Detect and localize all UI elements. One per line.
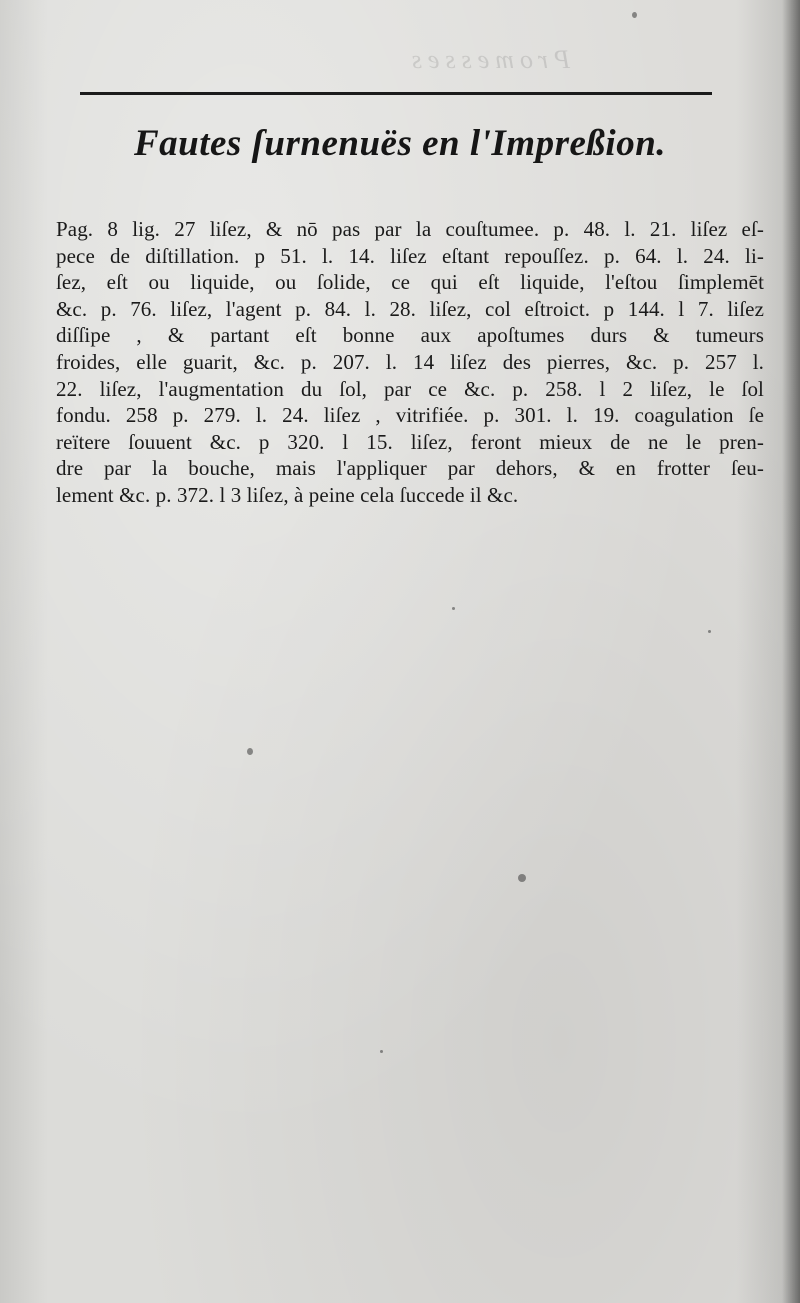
- errata-line: ſez, eſt ou liquide, ou ſolide, ce qui eſt liquide, l'eſtou ſimplemēt: [56, 270, 764, 295]
- paper-speck: [518, 874, 526, 882]
- paper-speck: [380, 1050, 383, 1053]
- paper-speck: [708, 630, 711, 633]
- errata-line: &c. p. 76. liſez, l'agent p. 84. l. 28. liſez, col eſtroict. p 144. l 7. liſez: [56, 296, 764, 321]
- header-rule: [80, 92, 712, 95]
- errata-line: diſſipe , & partant eſt bonne aux apoſtumes durs & tumeurs: [56, 323, 764, 348]
- errata-line: dre par la bouche, mais l'appliquer par dehors, & en frotter ſeu-: [56, 456, 764, 481]
- paper-speck: [452, 607, 455, 610]
- paper-speck: [632, 12, 637, 18]
- errata-line: Pag. 8 lig. 27 liſez, & nō pas par la couſtumee. p. 48. l. 21. liſez eſ-: [56, 217, 764, 241]
- errata-line: pece de diſtillation. p 51. l. 14. liſez eſtant repouſſez. p. 64. l. 24. li-: [56, 243, 764, 268]
- errata-line: froides, elle guarit, &c. p. 207. l. 14 liſez des pierres, &c. p. 257 l.: [56, 349, 764, 374]
- errata-text: [56, 216, 764, 509]
- errata-line: lement &c. p. 372. l 3 liſez, à peine cela ſuccede il &c.: [56, 482, 519, 507]
- paper-speck: [247, 748, 253, 755]
- page-title: Fautes ſurnenuës en l'Impreßion.: [133, 123, 667, 164]
- errata-line: reïtere ſouuent &c. p 320. l 15. liſez, feront mieux de ne le pren-: [56, 429, 764, 454]
- errata-line: 22. liſez, l'augmentation du ſol, par ce &c. p. 258. l 2 liſez, le ſol: [56, 376, 764, 401]
- page-edge-shadow: [782, 0, 800, 1303]
- errata-line: fondu. 258 p. 279. l. 24. liſez , vitrifiée. p. 301. l. 19. coagulation ſe: [56, 403, 764, 428]
- bleed-through-text: Promesses: [405, 45, 570, 74]
